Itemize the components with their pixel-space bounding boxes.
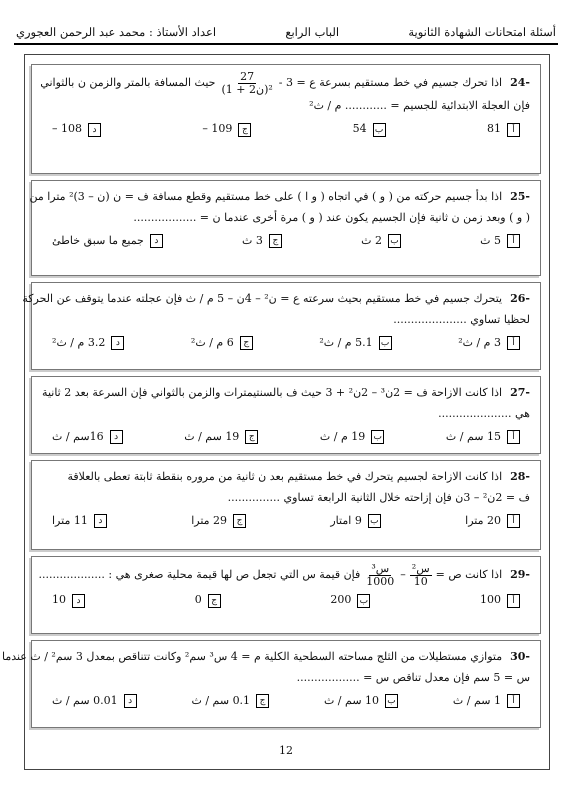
question-29-stem: [38, 562, 530, 589]
option-value: 0: [194, 593, 202, 607]
fraction-denominator: (1 + 2ن)²: [221, 83, 273, 97]
page-header: [16, 22, 556, 42]
option-letter: أ: [507, 594, 520, 608]
question-27-stem: [42, 383, 530, 404]
option-letter: د: [94, 514, 107, 528]
question-25: [31, 180, 541, 276]
option-letter: د: [88, 123, 101, 137]
fraction: [219, 71, 274, 96]
option-letter: أ: [507, 694, 520, 708]
option-c[interactable]: [202, 119, 251, 140]
question-24-line2: فإن العجلة الابتدائية للجسيم = ............ م / ث²: [309, 99, 530, 113]
question-number: 30-: [510, 650, 530, 663]
option-d[interactable]: [52, 427, 123, 448]
question-25-text: اذا بدأ جسيم حركته من ( و ) في اتجاه ( و ا ) على خط مستقيم وقطع مسافة ف = ن (ن – 3)² مترا من: [29, 190, 503, 203]
series-title: أسئلة امتحانات الشهادة الثانوية: [408, 25, 556, 39]
option-value: 10: [52, 593, 67, 607]
option-d[interactable]: [52, 691, 137, 712]
option-letter: أ: [507, 123, 520, 137]
option-value: 1 سم / ث: [452, 693, 501, 707]
question-27-line2: هي .....................: [438, 406, 530, 420]
question-number: 24-: [510, 76, 530, 90]
question-30-text: متوازي مستطيلات من الثلج مساحته السطحية الكلية م = 4 س³ سم² وكانت تتناقص بمعدل 3 سم² / ث عندما: [1, 650, 503, 663]
option-value: 29 مترا: [191, 513, 228, 527]
option-d[interactable]: [52, 333, 124, 354]
option-letter: ج: [245, 430, 258, 444]
fraction-numerator: س²: [411, 562, 430, 575]
option-letter: ب: [385, 694, 398, 708]
option-value: 109 –: [202, 122, 233, 136]
option-value: 108 –: [52, 122, 83, 136]
question-25-line2: ( و ) وبعد زمن ن ثانية فإن الجسيم يكون عند ( و ) مرة أخرى عندما ن = ..................: [133, 210, 530, 224]
question-26-stem: [22, 289, 530, 310]
option-value: 200: [330, 593, 352, 607]
option-value: 2 ث: [361, 233, 382, 247]
options-row: [42, 427, 530, 448]
fraction-denominator: 1000: [366, 575, 395, 589]
option-a[interactable]: [458, 333, 520, 354]
options-row: [42, 691, 530, 712]
option-letter: أ: [507, 514, 520, 528]
fraction-denominator: 10: [413, 575, 428, 589]
option-a[interactable]: [480, 231, 520, 252]
option-letter: د: [150, 234, 163, 248]
option-b[interactable]: [324, 691, 398, 712]
question-26: [22, 282, 541, 370]
option-value: 54: [352, 122, 367, 136]
question-number: 27-: [510, 386, 530, 399]
option-b[interactable]: [319, 333, 391, 354]
option-letter: د: [72, 594, 85, 608]
question-number: 29-: [510, 568, 530, 582]
question-24-text-b: حيث المسافة بالمتر والزمن ن بالثواني: [40, 76, 216, 90]
question-24-text-a: اذا تحرك جسيم في خط مستقيم بسرعة ع = 3 -: [278, 76, 503, 90]
option-value: 0.1 سم / ث: [191, 693, 251, 707]
option-d[interactable]: [52, 231, 163, 252]
option-letter: ب: [357, 594, 370, 608]
fraction-numerator: 27: [240, 70, 255, 83]
option-letter: ج: [240, 336, 253, 350]
option-a[interactable]: [446, 427, 520, 448]
option-a[interactable]: [487, 119, 520, 140]
option-value: 9 امتار: [330, 513, 362, 527]
option-a[interactable]: [465, 511, 520, 532]
option-letter: ب: [388, 234, 401, 248]
option-letter: ب: [368, 514, 381, 528]
option-letter: ج: [269, 234, 282, 248]
option-d[interactable]: [52, 590, 85, 611]
question-29-text-b: فإن قيمة س التي تجعل ص لها قيمة محلية صغرى هي : ...................: [38, 568, 361, 582]
option-c[interactable]: [191, 691, 269, 712]
page-number: 12: [279, 744, 293, 757]
option-value: 11 مترا: [52, 513, 88, 527]
fraction-numerator: س³: [371, 562, 390, 575]
question-28-stem: [42, 467, 530, 488]
option-value: جميع ما سبق خاطئ: [52, 233, 144, 247]
options-row: [42, 333, 530, 354]
options-row: [42, 119, 530, 140]
option-letter: ب: [371, 430, 384, 444]
option-b[interactable]: [330, 511, 380, 532]
option-b[interactable]: [320, 427, 384, 448]
fraction: [364, 563, 396, 588]
option-letter: ج: [208, 594, 221, 608]
option-value: 10 سم / ث: [323, 693, 380, 707]
question-number: 28-: [510, 470, 530, 483]
fraction: [410, 563, 432, 588]
question-29-text-a: اذا كانت ص =: [435, 568, 503, 582]
option-value: 20 مترا: [465, 513, 501, 527]
question-number: 25-: [510, 190, 530, 203]
question-26-text: يتحرك جسيم في خط مستقيم بحيث سرعته ع = ن² – 4ن – 5 م / ث فإن عجلته عندما يتوقف عن الحركة: [22, 292, 503, 305]
header-rule: [14, 43, 558, 45]
option-c[interactable]: [191, 333, 253, 354]
option-d[interactable]: [52, 511, 107, 532]
question-27: [31, 376, 541, 454]
option-letter: أ: [507, 336, 520, 350]
question-29: [31, 556, 541, 634]
option-letter: أ: [507, 234, 520, 248]
option-letter: ج: [238, 123, 251, 137]
option-value: 3.2 م / ث²: [52, 335, 106, 349]
option-c[interactable]: [195, 590, 221, 611]
option-value: 5 ث: [480, 233, 501, 247]
option-value: 100: [480, 593, 501, 607]
option-value: 19 م / ث: [319, 429, 366, 443]
option-a[interactable]: [480, 590, 520, 611]
option-value: 3 ث: [242, 233, 263, 247]
question-30: [1, 640, 541, 728]
option-letter: ب: [379, 336, 392, 350]
chapter-title: الباب الرابع: [285, 25, 340, 39]
question-number: 26-: [510, 292, 530, 305]
option-value: 5.1 م / ث²: [319, 335, 373, 349]
option-letter: د: [110, 430, 123, 444]
question-28-text: اذا كانت الازاحة لجسيم يتحرك في خط مستقيم بعد ن ثانية من مروره بنقطة ثابتة تعطى بالعلاقة: [67, 470, 503, 483]
option-c[interactable]: [184, 427, 258, 448]
question-30-stem: [1, 647, 530, 668]
option-value: 81: [487, 122, 501, 136]
question-25-stem: [29, 187, 530, 208]
options-row: [42, 231, 530, 252]
options-row: [42, 590, 530, 611]
option-letter: ج: [233, 514, 246, 528]
option-c[interactable]: [191, 511, 246, 532]
question-28-line2: ف = 2ن² – 3ن فإن إزاحته خلال الثانية الرابعة تساوي ...............: [227, 490, 530, 504]
options-row: [42, 511, 530, 532]
author-label: اعداد الأستاذ : محمد عبد الرحمن العجوري: [16, 25, 217, 39]
option-c[interactable]: [242, 231, 282, 252]
option-b[interactable]: [330, 590, 370, 611]
option-letter: أ: [507, 430, 520, 444]
option-value: 6 م / ث²: [190, 335, 234, 349]
option-b[interactable]: [353, 119, 386, 140]
option-letter: د: [124, 694, 137, 708]
option-value: 16سم / ث: [52, 429, 104, 443]
option-letter: د: [111, 336, 124, 350]
option-letter: ب: [373, 123, 386, 137]
option-a[interactable]: [453, 691, 520, 712]
option-letter: ج: [256, 694, 269, 708]
question-28: [31, 460, 541, 550]
option-value: 15 سم / ث: [445, 429, 501, 443]
question-26-line2: لحظيا تساوي .....................: [393, 312, 530, 326]
option-value: 0.01 سم / ث: [52, 693, 118, 707]
option-d[interactable]: [52, 119, 101, 140]
option-b[interactable]: [361, 231, 401, 252]
option-value: 3 م / ث²: [458, 335, 501, 349]
question-24: [31, 64, 541, 174]
minus-sign: –: [400, 568, 406, 582]
question-27-text: اذا كانت الازاحة ف = 2ن³ – 2ن² + 3 حيث ف بالسنتيمترات والزمن بالثواني فإن السرعة بعد 2 ثانية: [42, 386, 503, 399]
option-value: 19 سم / ث: [184, 429, 240, 443]
question-30-line2: س = 5 سم فإن معدل تناقص س = ..................: [296, 670, 530, 684]
question-24-stem: [42, 71, 530, 96]
